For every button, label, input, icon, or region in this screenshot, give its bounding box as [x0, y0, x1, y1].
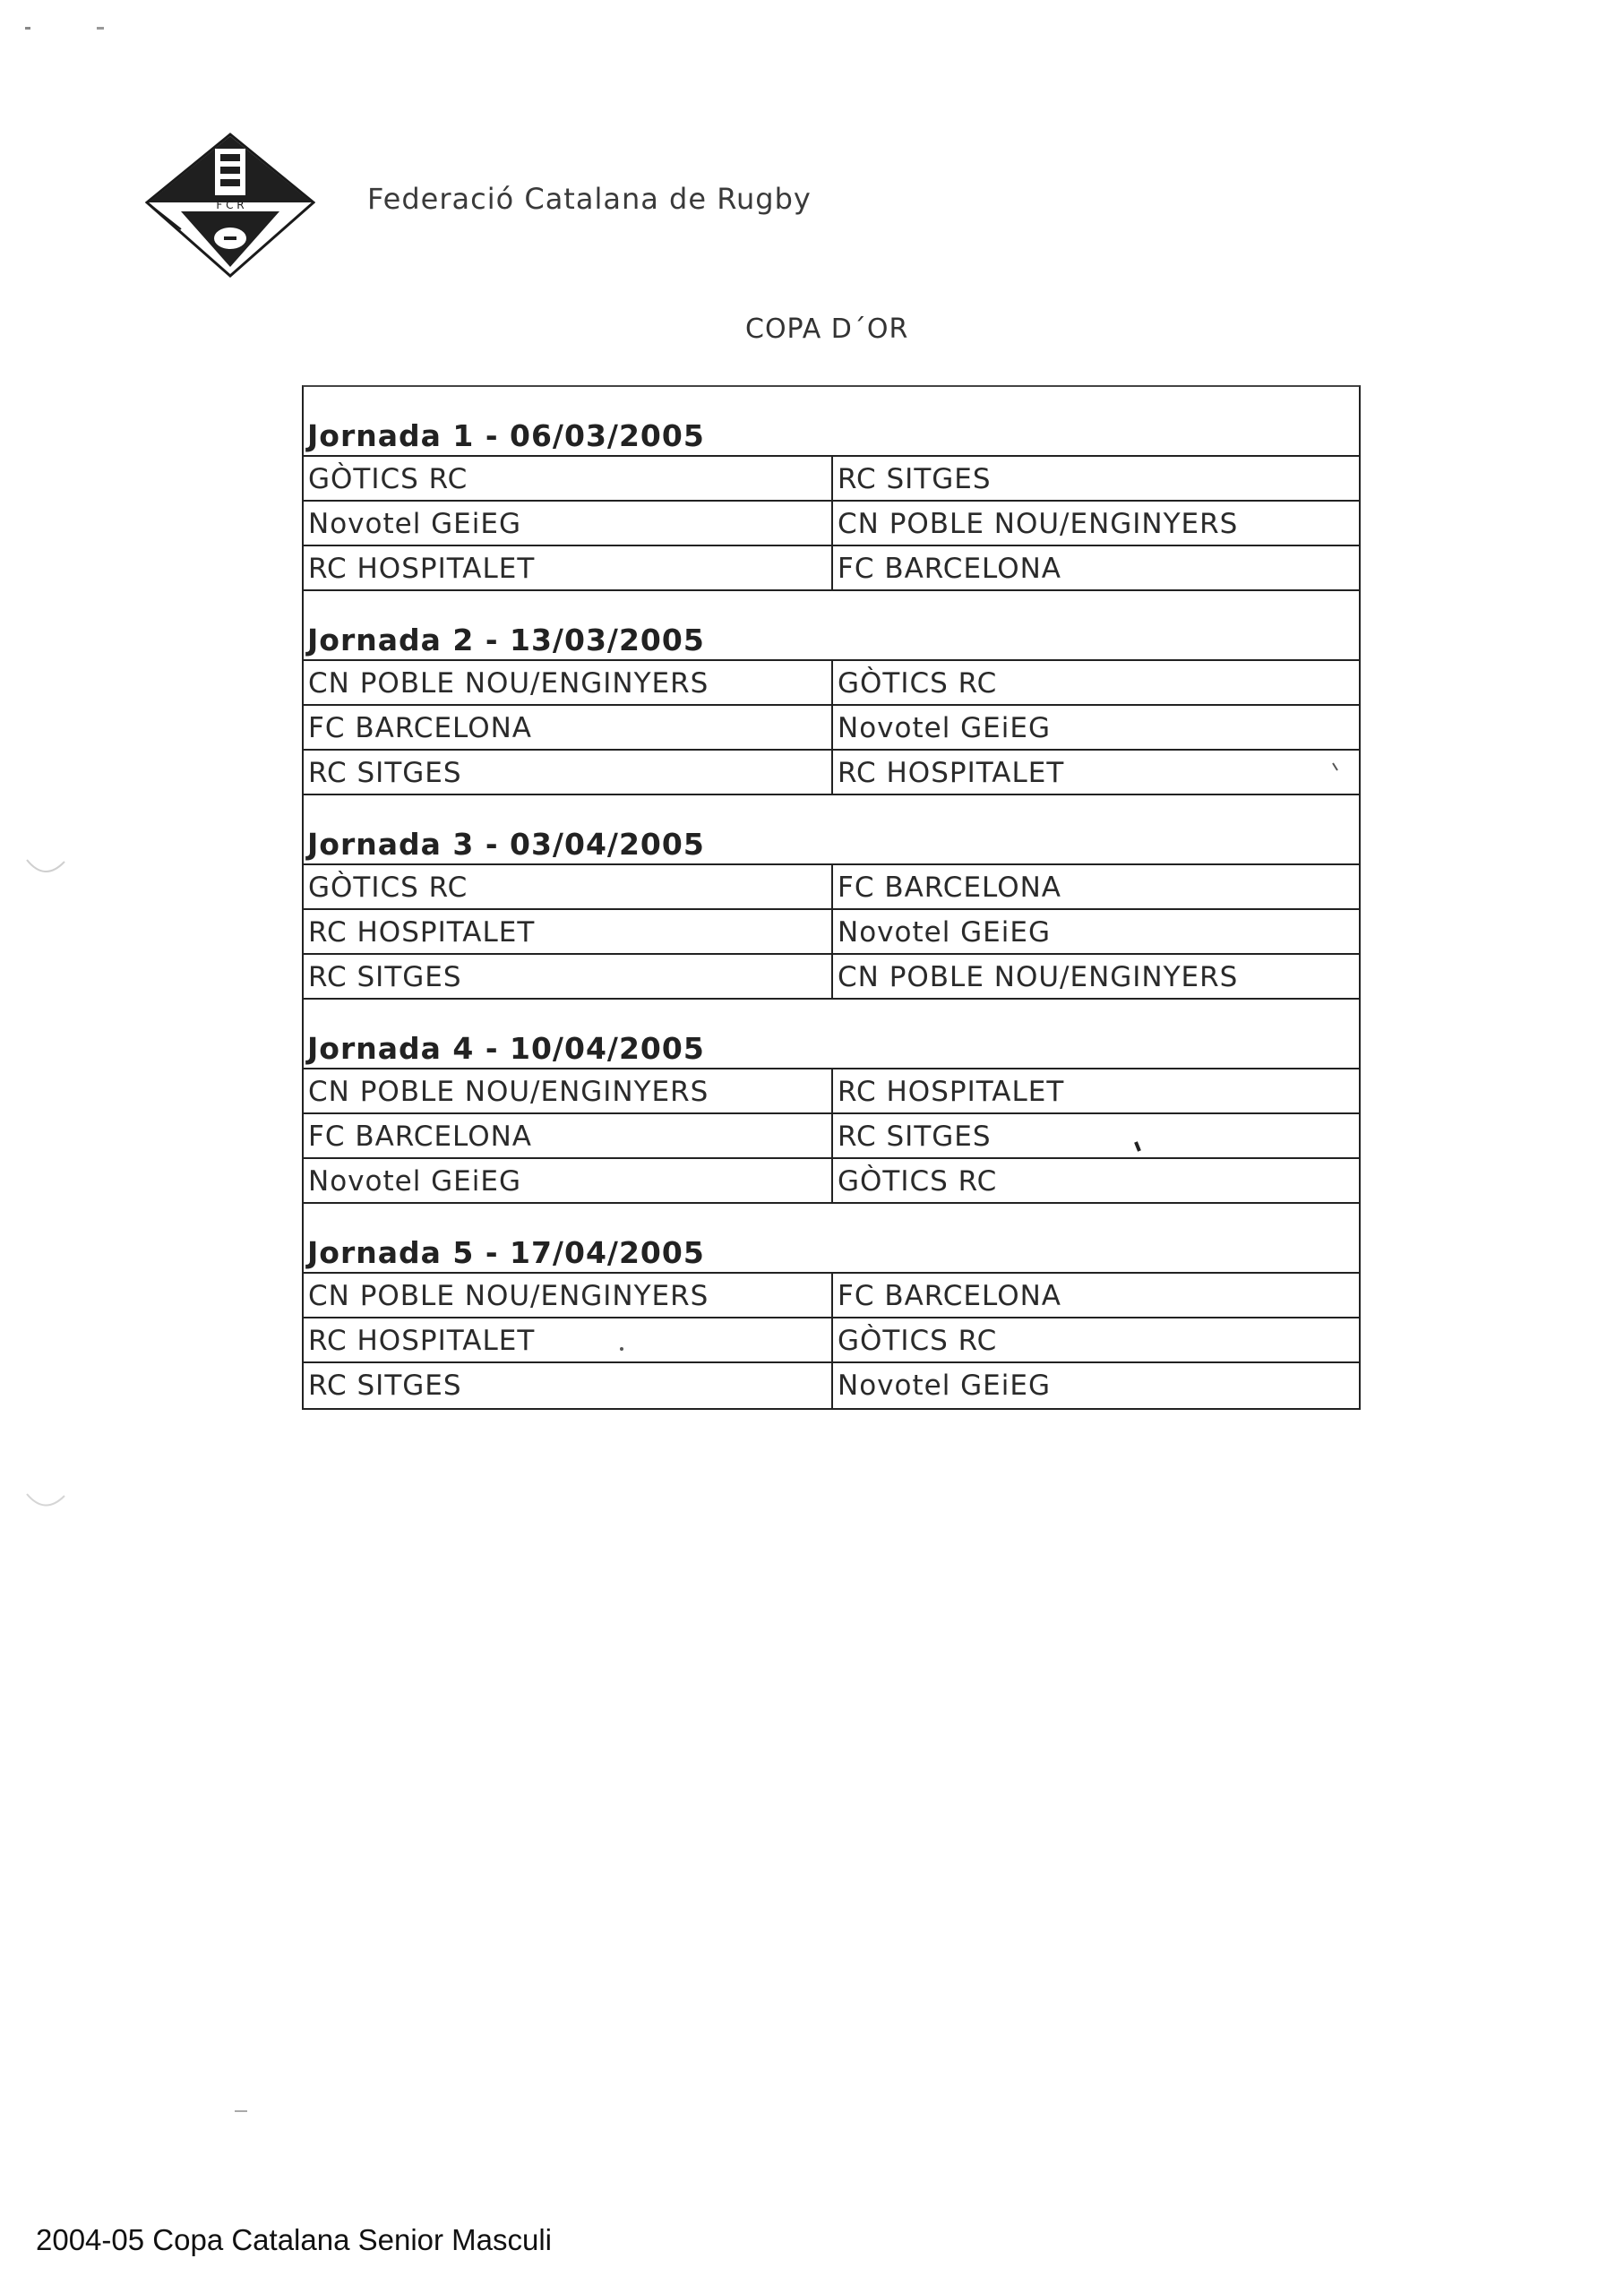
- away-team: Novotel GEiEG: [838, 916, 1051, 949]
- home-team: CN POBLE NOU/ENGINYERS: [304, 661, 833, 704]
- away-team: GÒTICS RC: [838, 667, 998, 700]
- away-team: RC SITGES: [838, 1121, 992, 1153]
- home-team: Novotel GEiEG: [304, 502, 833, 545]
- away-team: Novotel GEiEG: [838, 712, 1051, 744]
- home-team: RC HOSPITALET: [304, 546, 833, 589]
- home-team: RC HOSPITALET: [304, 910, 833, 953]
- home-team: RC SITGES: [304, 751, 833, 794]
- home-team: RC SITGES: [304, 955, 833, 998]
- footer-caption: 2004-05 Copa Catalana Senior Masculi: [36, 2223, 553, 2256]
- away-team: Novotel GEiEG: [838, 1370, 1051, 1402]
- organization-name: Federació Catalana de Rugby: [367, 182, 812, 216]
- away-team: CN POBLE NOU/ENGINYERS: [838, 508, 1239, 540]
- away-team: GÒTICS RC: [838, 1325, 998, 1357]
- away-team: RC HOSPITALET: [838, 757, 1065, 789]
- home-team: FC BARCELONA: [304, 706, 833, 749]
- away-team: CN POBLE NOU/ENGINYERS: [838, 961, 1239, 993]
- home-team: GÒTICS RC: [304, 865, 833, 908]
- home-team: CN POBLE NOU/ENGINYERS: [304, 1274, 833, 1317]
- round-title: Jornada 1 - 06/03/2005: [307, 418, 705, 453]
- away-team: RC SITGES: [838, 463, 992, 495]
- home-team: FC BARCELONA: [304, 1114, 833, 1157]
- home-team: CN POBLE NOU/ENGINYERS: [304, 1069, 833, 1112]
- home-team: RC HOSPITALET: [304, 1318, 833, 1361]
- away-team: GÒTICS RC: [838, 1165, 998, 1198]
- round-title: Jornada 4 - 10/04/2005: [307, 1031, 705, 1066]
- logo-letters: F C R: [216, 199, 245, 211]
- home-team: RC SITGES: [304, 1363, 833, 1408]
- home-team: GÒTICS RC: [304, 457, 833, 500]
- away-team: FC BARCELONA: [838, 1280, 1061, 1312]
- round-title: Jornada 5 - 17/04/2005: [307, 1235, 705, 1270]
- round-title: Jornada 3 - 03/04/2005: [307, 827, 705, 862]
- home-team: Novotel GEiEG: [304, 1159, 833, 1202]
- away-team: FC BARCELONA: [838, 553, 1061, 585]
- away-team: FC BARCELONA: [838, 872, 1061, 904]
- document-title: COPA D´OR: [745, 313, 909, 345]
- away-team: RC HOSPITALET: [838, 1076, 1065, 1108]
- round-title: Jornada 2 - 13/03/2005: [307, 623, 705, 657]
